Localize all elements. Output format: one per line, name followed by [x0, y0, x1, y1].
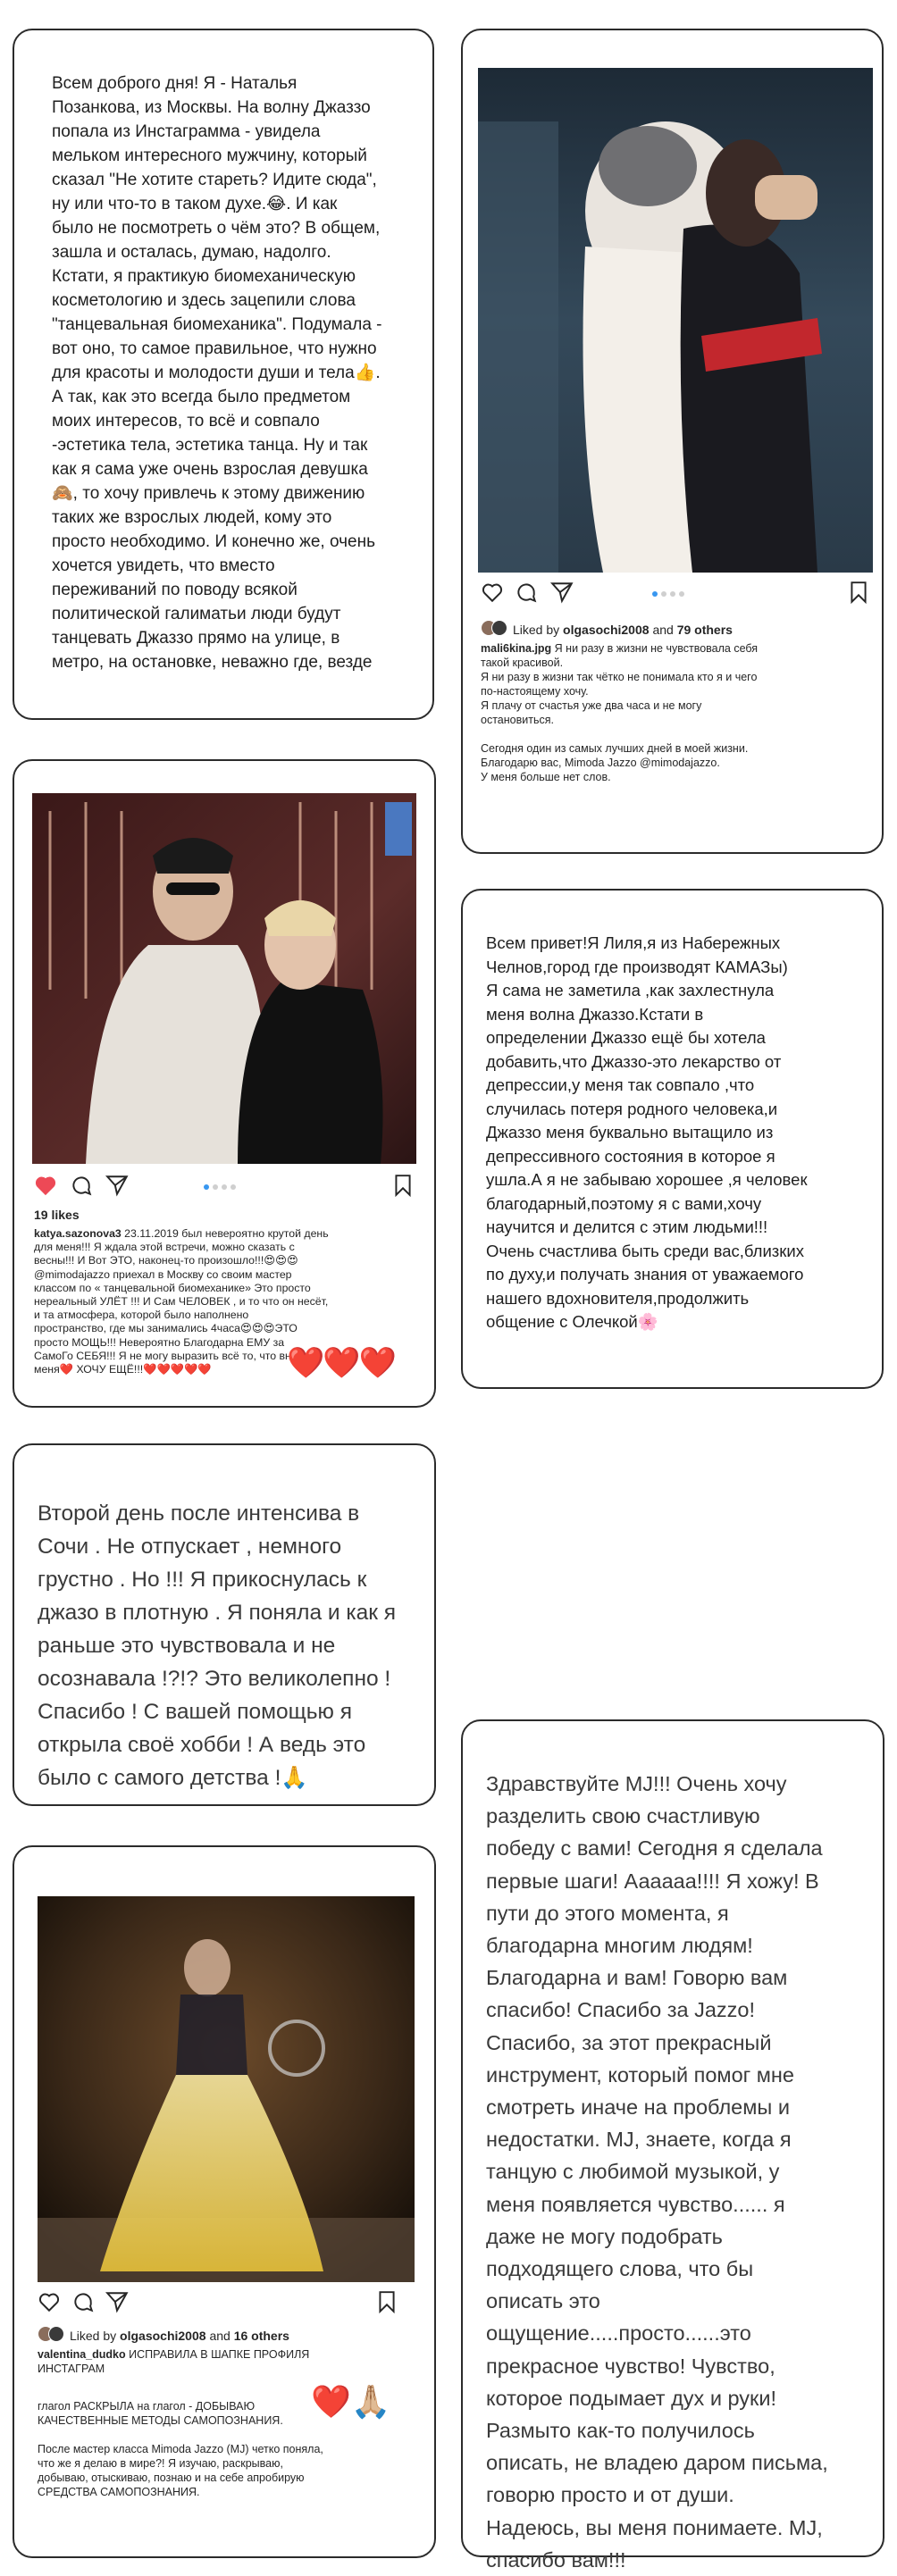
comment-icon[interactable] [71, 2290, 95, 2313]
share-icon[interactable] [105, 2290, 129, 2313]
save-bookmark-icon[interactable] [375, 2290, 398, 2313]
comment-icon[interactable] [515, 581, 538, 604]
instagram-post-card-mali6kina [461, 29, 884, 854]
dance-photo-image [38, 1896, 415, 2282]
liked-prefix: Liked by [513, 622, 560, 637]
liked-by-others[interactable]: 16 others [233, 2328, 289, 2343]
testimonial-card-sochi [13, 1443, 436, 1806]
share-icon[interactable] [550, 581, 574, 604]
photo-image [32, 793, 416, 1164]
avatar [38, 2326, 64, 2345]
liked-prefix: Liked by [70, 2328, 117, 2343]
heart-pray-emoji: ❤️🙏🏼 [311, 2383, 391, 2420]
liked-by-others[interactable]: 79 others [676, 622, 733, 637]
testimonial-card-liliya [461, 889, 884, 1389]
testimonial-card-natalia [13, 29, 434, 720]
testimonial-text: Второй день после интенсива в Сочи . Не отпускает , немного грустно . Но !!! Я прикоснулась к джазо в плотную . Я поняла и как я раньше это чувствовала и не осознавала !?!? Это великолепно ! Спасибо ! С вашей помощью я открыла своё хобби ! А ведь это было с самого детства !🙏 [38, 1501, 397, 1790]
hearts-emoji: ❤️❤️❤️ [287, 1346, 396, 1380]
carousel-dots [652, 591, 684, 597]
testimonial-card-mj [461, 1719, 884, 2572]
liked-by-row [481, 620, 733, 639]
carousel-dots [204, 1184, 236, 1190]
post-caption [481, 641, 874, 784]
like-heart-filled-icon[interactable] [34, 1174, 57, 1197]
avatar [481, 620, 507, 639]
post-username[interactable]: mali6kina.jpg [481, 642, 552, 655]
testimonial-text: Всем привет!Я Лиля,я из Набережных Челнов,город где производят КАМАЗы) Я сама не заметила ,как захлестнула меня волна Джаззо.Кстати в определении Джаззо ещё бы хотела добавить,что Джаззо-это лекарство от депрессии,у меня так совпало ,что случилась потеря родного человека,и Джаззо меня буквально вытащило из депрессивного состояния в которое я ушла.А я не забываю хорошее ,я человек благодарный,поэтому я с вами,хочу научится и делится с этим людьми!!! Очень счастлива быть среди вас,близких по духу,и получать знания от уважаемого нашего вдохновителя,продолжить общение с Олечкой🌸 [486, 933, 808, 1331]
post-photo [38, 1896, 415, 2282]
testimonial-text: Здравствуйте MJ!!! Очень хочу разделить свою счастливую победу с вами! Сегодня я сделала первые шаги! Аааааа!!!! Я хожу! В пути до этого момента, я благодарна многим людям! Благодарна и вам! Говорю вам спасибо! Спасибо за Jazzo! Спасибо, за этот прекрасный инструмент, который помог мне смотреть иначе на проблемы и недостатки. MJ, знаете, когда я танцую с любимой музыкой, у меня появляется чувство...... я даже не могу подобрать подходящего слова, что бы описать это ощущение.....просто......это прекрасное чувство! Чувство, которое подымает дух и руки! Размыто как-то получилось описать, не владею даром письма, говорю просто и от души. Надеюсь, вы меня понимаете. MJ, спасибо вам!!! [486, 1772, 828, 2572]
post-username[interactable]: valentina_dudko [38, 2348, 126, 2361]
like-heart-icon[interactable] [38, 2290, 61, 2313]
post-photo [478, 68, 873, 573]
likes-count[interactable]: 19 likes [34, 1208, 80, 1222]
instagram-post-card-valentina [13, 1845, 436, 2558]
caption-text-2: глагол РАСКРЫЛА на глагол - ДОБЫВАЮ КАЧЕСТВЕННЫЕ МЕТОДЫ САМОПОЗНАНИЯ. [38, 2400, 283, 2427]
post-photo [32, 793, 416, 1164]
liked-and: and [652, 622, 674, 637]
like-heart-icon[interactable] [481, 581, 504, 604]
comment-icon[interactable] [70, 1174, 93, 1197]
instagram-post-card-katya [13, 759, 436, 1408]
hug-photo-image [478, 68, 873, 573]
save-bookmark-icon[interactable] [847, 581, 870, 604]
liked-by-user[interactable]: olgasochi2008 [120, 2328, 206, 2343]
liked-by-user[interactable]: olgasochi2008 [563, 622, 650, 637]
post-caption [38, 2347, 413, 2376]
share-icon[interactable] [105, 1174, 129, 1197]
caption-text: Я ни разу в жизни не чувствовала себя такой красивой. Я ни разу в жизни так чётко не понимала кто я и чего по-настоящему хочу. Я плачу от счастья уже два часа и не могу остановиться. Сегодня один из самых лучших дней в моей жизни. Благодарю вас, Mimoda Jazzo @mimodajazzo. У меня больше нет слов. [481, 642, 759, 783]
caption-text-3: После мастер класса Mimoda Jazzo (MJ) четко поняла, что же я делаю в мире?! Я изучаю, раскрываю, добываю, отыскиваю, познаю и на себе апробирую СРЕДСТВА САМОПОЗНАНИЯ. [38, 2443, 323, 2498]
liked-and: and [209, 2328, 231, 2343]
caption-text: ИСПРАВИЛА В ШАПКЕ ПРОФИЛЯ ИНСТАГРАМ [38, 2348, 310, 2375]
caption-text: 23.11.2019 был невероятно крутой день для меня!!! Я ждала этой встречи, можно сказать с весны!!! И Вот ЭТО, наконец-то произошло!!!😍😍😍 @mimodajazzo приехал в Москву со своим мастер классом по « танцевальной биомеханике» Это просто нереальный УЛЁТ !!! И Сам ЧЕЛОВЕК , и то что он несёт, и та атмосфера, которой было наполнено пространство, где мы занимались 4часа😍😍😍ЭТО просто МОЩЬ!!! Невероятно Благодарна ЕМУ за СамоГо СЕБЯ!!! Я не могу выразить всё то, что внутри меня❤️ ХОЧУ ЕЩЁ!!!❤️❤️❤️❤️❤️ [34, 1227, 329, 1376]
liked-by-row [38, 2326, 289, 2345]
save-bookmark-icon[interactable] [391, 1174, 415, 1197]
testimonial-text: Всем доброго дня! Я - Наталья Позанкова, из Москвы. На волну Джаззо попала из Инстаграмма - увидела мельком интересного мужчину, который сказал "Не хотите стареть? Идите сюда", ну или что-то в таком духе.😂. И как было не посмотреть о чём это? В общем, зашла и осталась, думаю, надолго. Кстати, я практикую биомеханическую косметологию и здесь зацепили слова "танцевальная биомеханика". Подумала - вот оно, то самое правильное, что нужно для красоты и молодости души и тела👍. А так, как это всегда было предметом моих интересов, то всё и совпало -эстетика тела, эстетика танца. Ну и так как я сама уже очень взрослая девушка 🙈, то хочу привлечь к этому движению таких же взрослых людей, кому это просто необходимо. И конечно же, очень хочется увидеть, что вместо переживаний по поводу всякой политической галиматьи люди будут танцевать Джаззо прямо на улице, в метро, на остановке, неважно где, везде [52, 74, 382, 672]
post-username[interactable]: katya.sazonova3 [34, 1227, 122, 1240]
